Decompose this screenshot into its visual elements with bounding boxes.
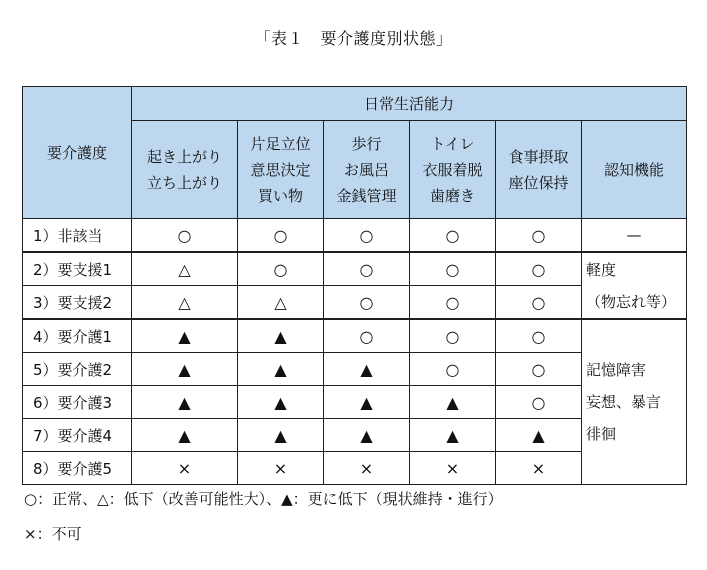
status-mark: × xyxy=(359,458,374,478)
row-level: 6）要介護3 xyxy=(23,386,132,419)
status-mark: ▲ xyxy=(360,392,373,412)
row-level: 1）非該当 xyxy=(23,219,132,253)
status-cell xyxy=(324,319,410,353)
status-mark: ○ xyxy=(531,359,546,379)
status-mark: ○ xyxy=(177,225,192,245)
row-level: 8）要介護5 xyxy=(23,452,132,485)
header-care-level: 要介護度 xyxy=(23,87,132,219)
status-mark: ▲ xyxy=(360,425,373,445)
header-daily-living: 日常生活能力 xyxy=(132,87,687,121)
header-col-2-line: 意思決定 xyxy=(250,160,311,179)
table-row xyxy=(23,319,687,353)
status-cell xyxy=(410,386,496,419)
status-mark: ○ xyxy=(273,225,288,245)
status-cell xyxy=(324,219,410,253)
status-mark: ○ xyxy=(531,259,546,279)
status-mark: ▲ xyxy=(532,425,545,445)
status-cell xyxy=(324,452,410,485)
header-col-4-line: 衣服着脱 xyxy=(422,160,483,179)
row-level: 5）要介護2 xyxy=(23,353,132,386)
status-cell xyxy=(324,286,410,320)
header-col-1-line: 起き上がり xyxy=(146,147,222,166)
status-cell xyxy=(238,252,324,286)
status-mark: △ xyxy=(274,292,287,312)
status-cell xyxy=(132,319,238,353)
status-cell xyxy=(238,452,324,485)
status-cell xyxy=(410,286,496,320)
status-cell xyxy=(410,319,496,353)
cognitive-severe-line: 記憶障害 xyxy=(586,361,647,379)
status-cell xyxy=(410,353,496,386)
cognitive-mild xyxy=(582,252,687,319)
header-col-3-line: 歩行 xyxy=(351,134,382,153)
status-mark: ▲ xyxy=(178,359,191,379)
header-col-2 xyxy=(238,121,324,219)
status-cell xyxy=(132,419,238,452)
status-mark: ▲ xyxy=(178,326,191,346)
row-level: 2）要支援1 xyxy=(23,252,132,286)
status-mark: ○ xyxy=(445,359,460,379)
status-mark: ▲ xyxy=(274,425,287,445)
status-cell xyxy=(496,452,582,485)
status-mark: ○ xyxy=(359,292,374,312)
status-cell xyxy=(410,452,496,485)
status-cell xyxy=(238,353,324,386)
status-cell xyxy=(496,286,582,320)
cognitive-mild-line: 軽度 xyxy=(586,260,617,279)
status-cell xyxy=(132,386,238,419)
status-mark: ▲ xyxy=(274,359,287,379)
cognitive-mild-line: （物忘れ等） xyxy=(586,292,677,311)
cognitive-none: — xyxy=(582,219,687,253)
status-mark: ○ xyxy=(359,225,374,245)
status-cell xyxy=(496,419,582,452)
status-cell xyxy=(496,252,582,286)
status-mark: ○ xyxy=(445,259,460,279)
cognitive-severe-line: 徘徊 xyxy=(586,425,617,443)
table-title: 「表１ 要介護度別状態」 xyxy=(254,29,453,48)
status-cell xyxy=(132,252,238,286)
status-mark: ▲ xyxy=(274,326,287,346)
status-mark: × xyxy=(445,458,460,478)
header-col-1 xyxy=(132,121,238,219)
status-cell xyxy=(324,386,410,419)
header-col-1-line: 立ち上がり xyxy=(146,173,222,192)
header-col-5-line: 食事摂取 xyxy=(508,147,569,166)
status-cell xyxy=(132,219,238,253)
header-col-2-line: 片足立位 xyxy=(250,134,311,153)
status-mark: × xyxy=(273,458,288,478)
status-mark: ○ xyxy=(445,225,460,245)
status-cell xyxy=(410,219,496,253)
status-cell xyxy=(410,419,496,452)
header-col-4 xyxy=(410,121,496,219)
header-col-3 xyxy=(324,121,410,219)
status-mark: × xyxy=(177,458,192,478)
status-cell xyxy=(132,452,238,485)
header-col-cognitive: 認知機能 xyxy=(582,121,687,219)
header-col-4-line: トイレ xyxy=(430,134,475,153)
table-row xyxy=(23,252,687,286)
status-cell xyxy=(496,353,582,386)
status-mark: ○ xyxy=(531,392,546,412)
header-col-3-line: 金銭管理 xyxy=(336,186,397,205)
header-col-5-line: 座位保持 xyxy=(508,173,569,192)
status-cell xyxy=(496,219,582,253)
status-mark: ○ xyxy=(531,225,546,245)
table-row xyxy=(23,219,687,253)
status-cell xyxy=(238,286,324,320)
status-mark: △ xyxy=(178,259,191,279)
header-col-4-line: 歯磨き xyxy=(429,186,475,205)
status-cell xyxy=(132,353,238,386)
status-cell xyxy=(238,219,324,253)
cognitive-severe xyxy=(582,319,687,485)
status-cell xyxy=(496,386,582,419)
status-cell xyxy=(496,319,582,353)
row-level: 7）要介護4 xyxy=(23,419,132,452)
legend-line-2: ×：不可 xyxy=(24,525,82,543)
status-mark: ▲ xyxy=(178,392,191,412)
status-cell xyxy=(238,386,324,419)
status-mark: ○ xyxy=(531,292,546,312)
header-col-3-line: お風呂 xyxy=(343,160,389,179)
row-level: 4）要介護1 xyxy=(23,319,132,353)
status-mark: ▲ xyxy=(446,425,459,445)
status-mark: ○ xyxy=(273,259,288,279)
row-level: 3）要支援2 xyxy=(23,286,132,320)
status-cell xyxy=(324,252,410,286)
status-mark: ○ xyxy=(359,326,374,346)
status-cell xyxy=(132,286,238,320)
status-mark: △ xyxy=(178,292,191,312)
status-mark: ▲ xyxy=(274,392,287,412)
status-cell xyxy=(238,419,324,452)
status-mark: ○ xyxy=(531,326,546,346)
status-mark: ▲ xyxy=(446,392,459,412)
status-mark: ▲ xyxy=(360,359,373,379)
status-mark: ▲ xyxy=(178,425,191,445)
status-mark: ○ xyxy=(359,259,374,279)
status-mark: ○ xyxy=(445,326,460,346)
status-cell xyxy=(324,353,410,386)
care-level-table xyxy=(22,86,687,485)
cognitive-severe-line: 妄想、暴言 xyxy=(586,393,662,411)
status-cell xyxy=(324,419,410,452)
status-mark: ○ xyxy=(445,292,460,312)
header-col-5 xyxy=(496,121,582,219)
status-mark: × xyxy=(531,458,546,478)
header-col-2-line: 買い物 xyxy=(257,186,303,205)
status-cell xyxy=(238,319,324,353)
status-cell xyxy=(410,252,496,286)
legend-line-1: ○：正常、△：低下（改善可能性大）、▲：更に低下（現状維持・進行） xyxy=(24,490,503,508)
